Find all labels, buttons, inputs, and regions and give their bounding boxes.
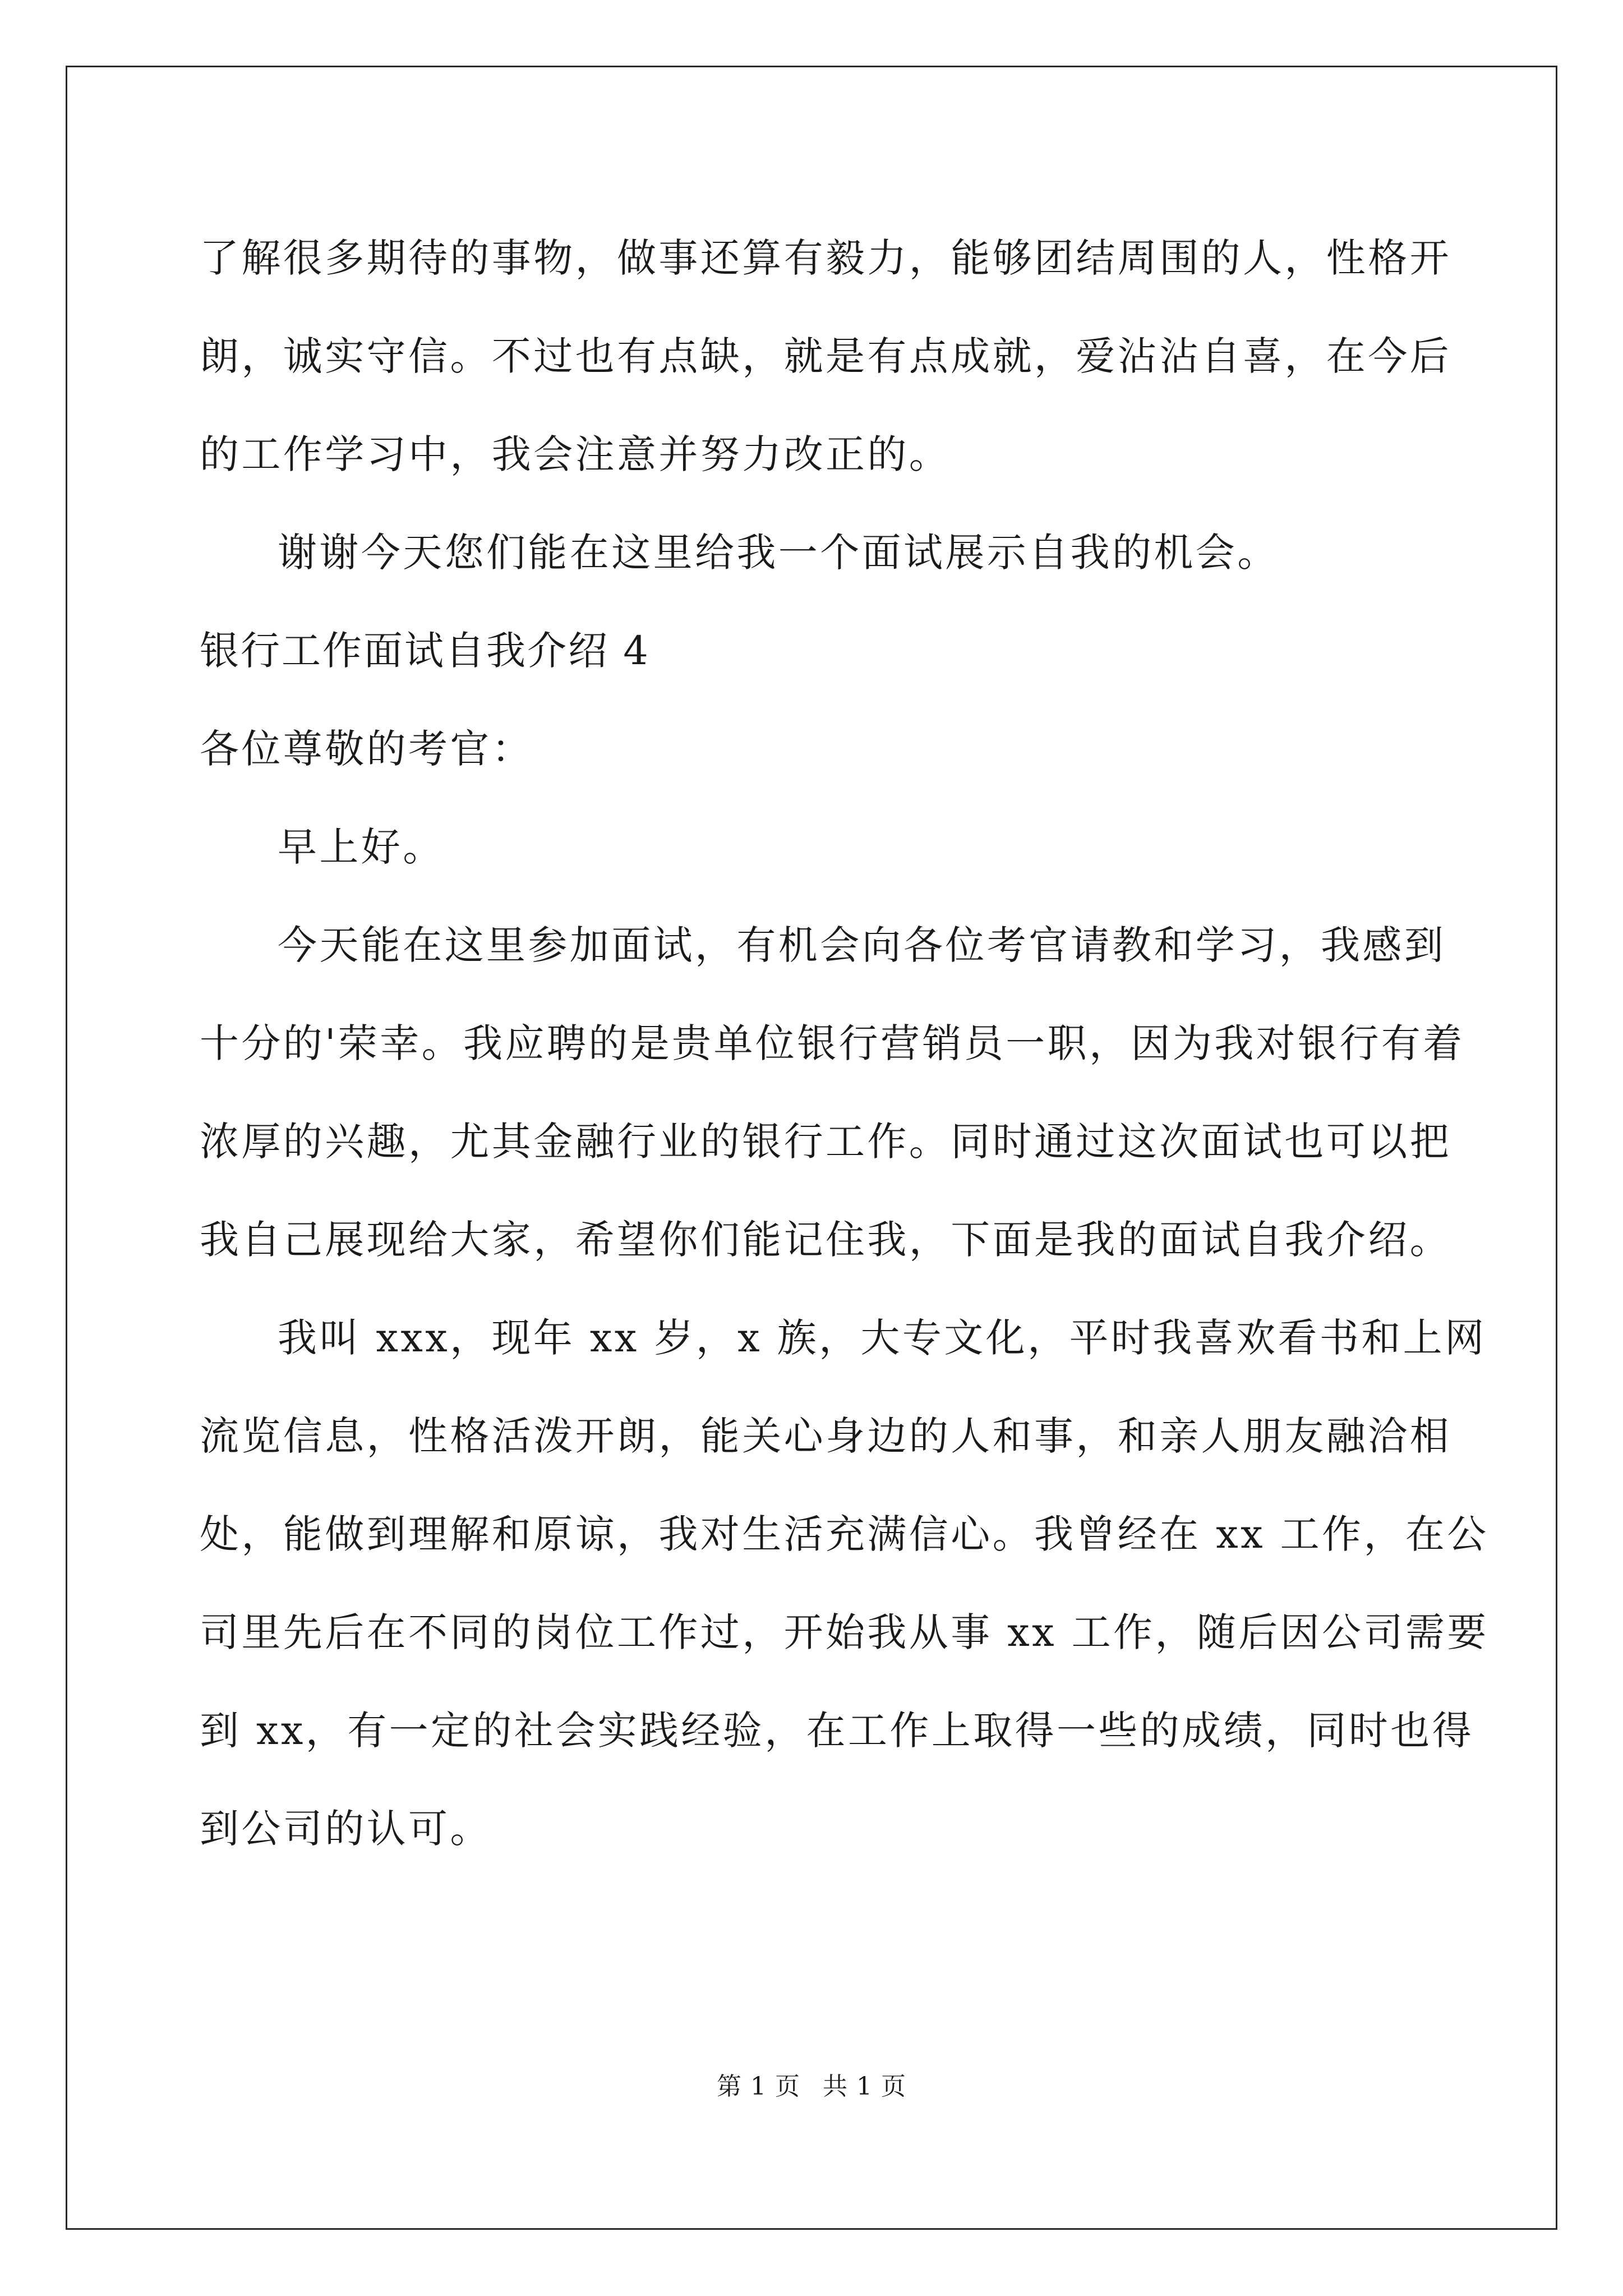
paragraph-line: 到 xx，有一定的社会实践经验，在工作上取得一些的成绩，同时也得 (200, 1708, 1474, 1754)
paragraph-line: 今天能在这里参加面试，有机会向各位考官请教和学习，我感到 (278, 922, 1446, 968)
paragraph-line: 流览信息，性格活泼开朗，能关心身边的人和事，和亲人朋友融洽相 (200, 1413, 1451, 1459)
paragraph-line: 处，能做到理解和原谅，我对生活充满信心。我曾经在 xx 工作，在公 (200, 1511, 1489, 1557)
paragraph-line: 浓厚的兴趣，尤其金融行业的银行工作。同时通过这次面试也可以把 (200, 1119, 1451, 1165)
paragraph-line: 的工作学习中，我会注意并努力改正的。 (200, 431, 951, 477)
page-count: 共 1 页 (823, 2072, 906, 2101)
paragraph-line: 我自己展现给大家，希望你们能记住我，下面是我的面试自我介绍。 (200, 1217, 1451, 1263)
paragraph-line: 了解很多期待的事物，做事还算有毅力，能够团结周围的人，性格开 (200, 235, 1451, 281)
page-footer (0, 2070, 1623, 2104)
paragraph-line: 到公司的认可。 (200, 1806, 492, 1852)
paragraph-line: 司里先后在不同的岗位工作过，开始我从事 xx 工作，随后因公司需要 (200, 1609, 1489, 1655)
page-number: 第 1 页 (717, 2072, 800, 2101)
paragraph-line: 朗，诚实守信。不过也有点缺，就是有点成就，爱沾沾自喜，在今后 (200, 333, 1451, 379)
paragraph-line: 十分的'荣幸。我应聘的是贵单位银行营销员一职，因为我对银行有着 (200, 1020, 1465, 1066)
thanks-line: 谢谢今天您们能在这里给我一个面试展示自我的机会。 (278, 530, 1279, 576)
section-title: 银行工作面试自我介绍 4 (200, 628, 650, 674)
salutation: 各位尊敬的考官： (200, 726, 534, 772)
paragraph-line: 我叫 xxx，现年 xx 岁，x 族，大专文化，平时我喜欢看书和上网 (278, 1315, 1487, 1361)
greeting: 早上好。 (278, 824, 445, 870)
